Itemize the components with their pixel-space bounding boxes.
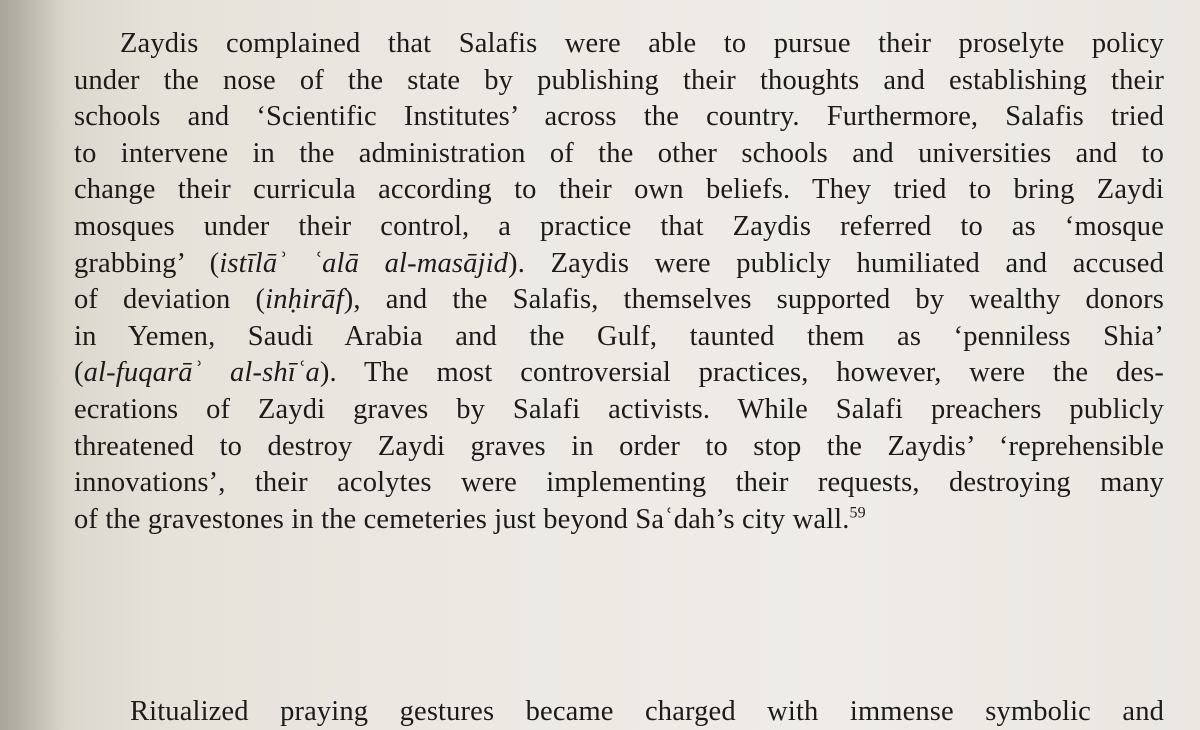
text-line-12: threatened to destroy Zaydi graves in order to stop the Zaydis’ ‘reprehensible (74, 430, 1164, 462)
text-line-8 (74, 282, 1164, 319)
text-line-8-start: of deviation ( (74, 284, 266, 316)
text-line-1: Zaydis complained that Salafis were able to pursue their proselyte policy (120, 28, 1164, 59)
text-line-14-text: of the gravestones in the cemeteries just beyond Saʿdah’s city wall. (74, 503, 850, 535)
footnote-reference[interactable]: 59 (849, 504, 866, 522)
text-line-10-start: ( (74, 357, 84, 389)
text-line-7-end: ). Zaydis were publicly humiliated and accused (508, 247, 1164, 279)
text-line-7 (74, 246, 1164, 283)
text-line-6: mosques under their control, a practice that Zaydis referred to as ‘mosque (74, 210, 1164, 242)
text-line-15-partial: Ritualized praying gestures became charged with immense symbolic and (130, 696, 1164, 727)
text-line-5: change their curricula according to their own beliefs. They tried to bring Zaydi (74, 174, 1164, 206)
text-line-9: in Yemen, Saudi Arabia and the Gulf, taunted them as ‘penniless Shia’ (74, 320, 1164, 352)
text-line-4: to intervene in the administration of the other schools and universities and to (74, 137, 1164, 169)
text-line-7-start: grabbing’ ( (74, 247, 220, 279)
transliteration-penniless-shia: al-fuqarāʾ al-shīʿa (83, 357, 320, 389)
text-line-10-end: ). The most controversial practices, however, were the des- (319, 357, 1164, 389)
transliteration-deviation: inḥirāf (265, 284, 344, 316)
next-paragraph-cutoff (74, 694, 1164, 730)
transliteration-mosque-grabbing: istīlāʾ ʿalā al-masājid (219, 247, 509, 279)
text-line-14 (74, 502, 1164, 539)
text-line-11: ecrations of Zaydi graves by Salafi activists. While Salafi preachers publicly (74, 393, 1164, 425)
text-line-2: under the nose of the state by publishing their thoughts and establishing their (74, 64, 1164, 96)
book-page-text (74, 26, 1164, 538)
text-line-10 (74, 355, 1164, 392)
page-shadow (0, 0, 70, 730)
text-line-8-end: ), and the Salafis, themselves supported by wealthy donors (343, 284, 1165, 316)
text-line-13: innovations’, their acolytes were implementing their requests, destroying many (74, 467, 1164, 499)
text-line-3: schools and ‘Scientific Institutes’ across the country. Furthermore, Salafis tried (74, 101, 1164, 133)
